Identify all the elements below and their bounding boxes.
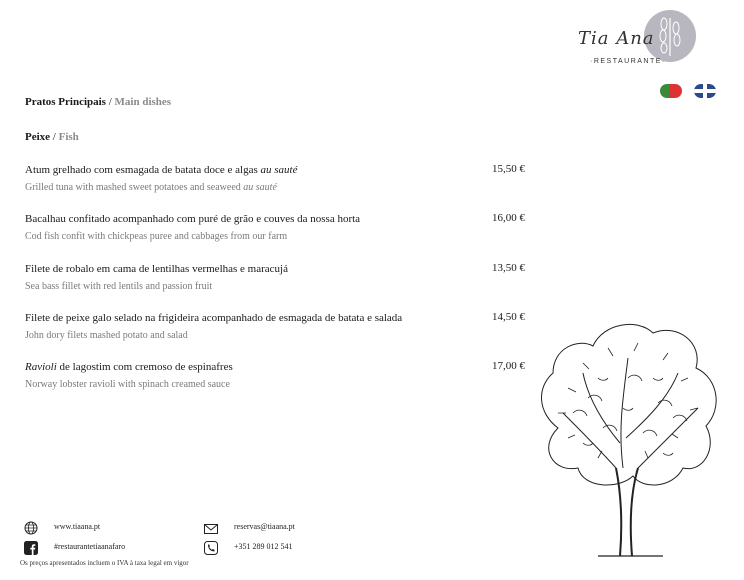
dish-price: 15,50 €: [492, 163, 525, 175]
legal-notice: Os preços apresentados incluem o IVA à taxa legal em vigor: [20, 559, 189, 567]
dish-price: 14,50 €: [492, 311, 525, 323]
dish-price: 17,00 €: [492, 360, 525, 372]
subsection-heading: Peixe / Fish: [25, 131, 79, 143]
dish-name-pt: Atum grelhado com esmagada de batata doce e algas au sauté: [25, 164, 298, 176]
envelope-icon: [204, 522, 218, 536]
dish-name-pt: Ravioli de lagostim com cremoso de espinafres: [25, 361, 233, 373]
menu-item: [25, 360, 525, 391]
dish-name-en: Grilled tuna with mashed sweet potatoes and seaweed au sauté: [25, 182, 277, 193]
heading-en: Main dishes: [114, 96, 172, 108]
section-heading: Pratos Principais / Main dishes: [25, 96, 172, 108]
portugal-flag-icon[interactable]: [660, 84, 682, 98]
tree-illustration: [528, 318, 728, 558]
heading-pt: Pratos Principais: [25, 96, 106, 108]
menu-item: [25, 212, 525, 243]
dish-name-en: John dory filets mashed potato and salad: [25, 330, 188, 341]
footer: [24, 520, 444, 560]
phone-number[interactable]: +351 289 012 541: [234, 542, 293, 551]
menu-item: [25, 311, 525, 342]
dish-name-en: Norway lobster ravioli with spinach creamed sauce: [25, 379, 230, 390]
email-link[interactable]: reservas@tiaana.pt: [234, 522, 295, 531]
uk-flag-icon[interactable]: [694, 84, 716, 98]
facebook-icon: [24, 541, 38, 555]
logo-script-text: Tia Ana: [578, 28, 655, 49]
menu-item: [25, 262, 525, 293]
logo-subtitle: ·RESTAURANTE·: [590, 58, 666, 65]
social-handle[interactable]: #restaurantetiaanafaro: [54, 542, 126, 551]
dish-price: 16,00 €: [492, 212, 525, 224]
website-link[interactable]: www.tiaana.pt: [54, 522, 101, 531]
subheading-en: Fish: [58, 131, 79, 143]
menu-item: [25, 163, 525, 194]
dish-name-pt: Bacalhau confitado acompanhado com puré de grão e couves da nossa horta: [25, 213, 361, 225]
phone-icon: [204, 541, 218, 555]
dish-name-en: Cod fish confit with chickpeas puree and cabbages from our farm: [25, 231, 288, 242]
dish-name-pt: Filete de robalo em cama de lentilhas vermelhas e maracujá: [25, 263, 288, 275]
restaurant-logo: [578, 10, 698, 70]
dish-name-en: Sea bass fillet with red lentils and passion fruit: [25, 281, 213, 292]
dish-name-pt: Filete de peixe galo selado na frigideira acompanhado de esmagada de batata e salada: [25, 312, 403, 324]
dish-price: 13,50 €: [492, 262, 525, 274]
subheading-pt: Peixe: [25, 131, 51, 143]
language-selector: [660, 82, 724, 100]
globe-icon: [24, 521, 38, 535]
